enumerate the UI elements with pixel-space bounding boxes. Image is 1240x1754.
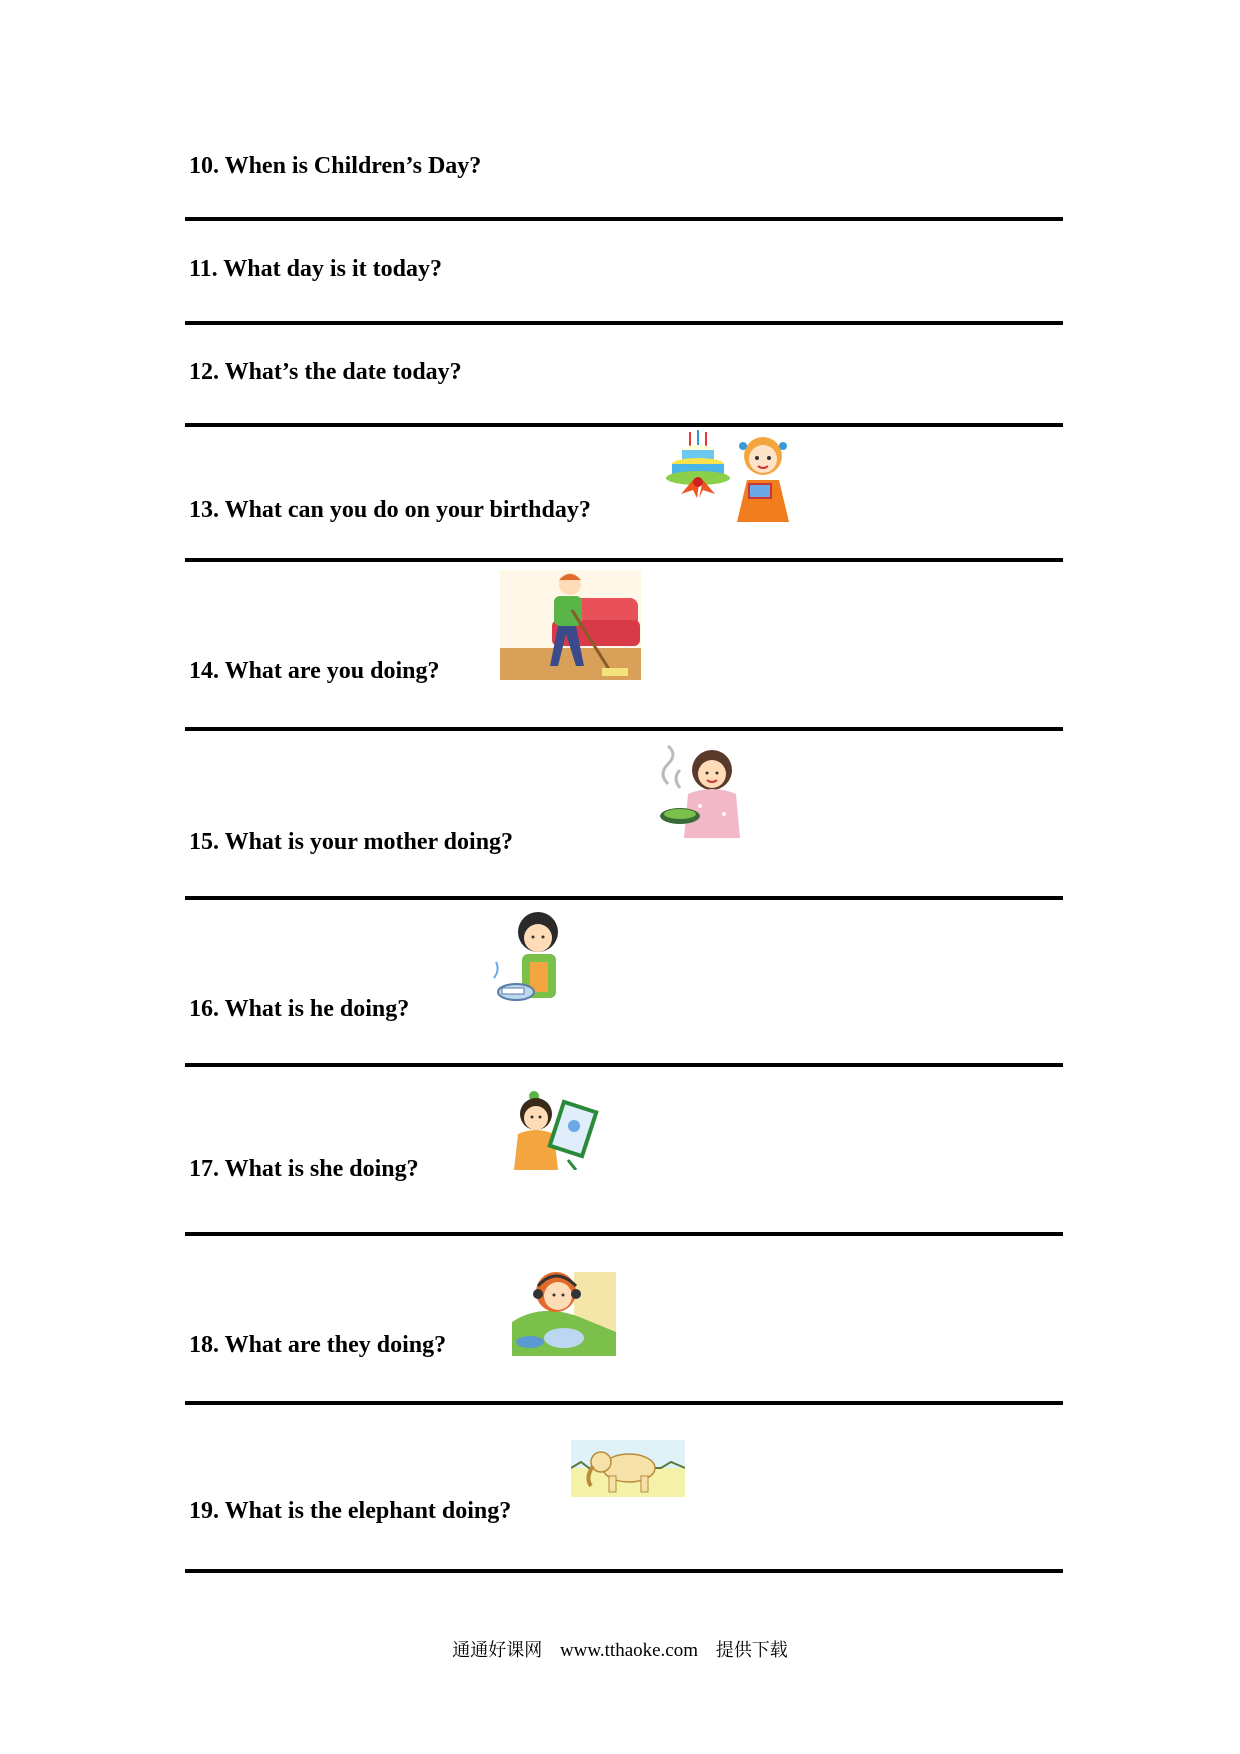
mother-cooking-illustration bbox=[654, 744, 750, 842]
answer-line-14 bbox=[185, 727, 1063, 731]
footer-url[interactable]: www.tthaoke.com bbox=[559, 1640, 699, 1661]
answer-line-13 bbox=[185, 558, 1063, 562]
footer-note: 提供下载 bbox=[715, 1640, 788, 1661]
answer-line-19 bbox=[185, 1569, 1063, 1573]
answer-line-17 bbox=[185, 1232, 1063, 1236]
question-19: 19. What is the elephant doing? bbox=[189, 1498, 512, 1524]
elephant-walking-illustration bbox=[571, 1440, 685, 1497]
footer-site-name: 通通好课网 bbox=[452, 1640, 543, 1661]
question-18: 18. What are they doing? bbox=[189, 1332, 447, 1358]
question-13: 13. What can you do on your birthday? bbox=[189, 497, 591, 523]
question-15: 15. What is your mother doing? bbox=[189, 829, 514, 855]
answer-line-16 bbox=[185, 1063, 1063, 1067]
boy-washing-dishes-illustration bbox=[492, 910, 570, 1014]
answer-line-12 bbox=[185, 423, 1063, 427]
birthday-cake-girl-gift-illustration bbox=[663, 428, 801, 522]
boy-listening-music-illustration bbox=[512, 1262, 616, 1356]
answer-line-10 bbox=[185, 217, 1063, 221]
boy-mopping-floor-sofa-illustration bbox=[500, 570, 641, 680]
question-16: 16. What is he doing? bbox=[189, 996, 410, 1022]
question-14: 14. What are you doing? bbox=[189, 658, 440, 684]
girl-drawing-picture-illustration bbox=[510, 1090, 602, 1170]
question-10: 10. When is Children’s Day? bbox=[189, 153, 482, 179]
answer-line-18 bbox=[185, 1401, 1063, 1405]
question-12: 12. What’s the date today? bbox=[189, 359, 462, 385]
page-footer bbox=[0, 1636, 1240, 1662]
answer-line-11 bbox=[185, 321, 1063, 325]
question-11: 11. What day is it today? bbox=[189, 256, 442, 282]
question-17: 17. What is she doing? bbox=[189, 1156, 419, 1182]
answer-line-15 bbox=[185, 896, 1063, 900]
